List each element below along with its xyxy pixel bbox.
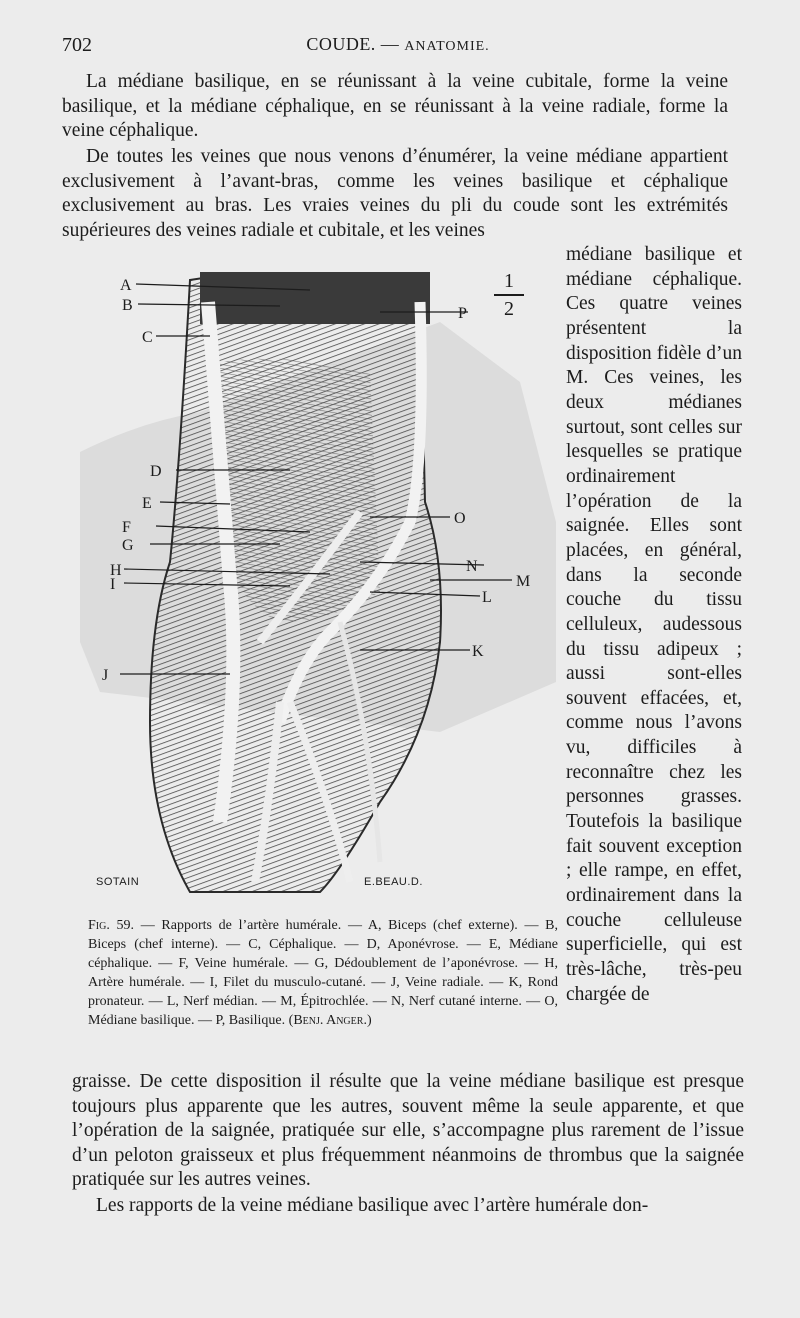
paragraph-1: La médiane basilique, en se réunissant à la veine cubitale, forme la veine basilique, et la médiane céphalique, en se réunissant à la veine radiale, forme la veine céphalique. (62, 71, 728, 142)
aponeurosis-region (220, 359, 380, 622)
label-E: E (142, 495, 152, 512)
label-I: I (110, 576, 116, 593)
running-head (62, 34, 734, 55)
label-F: F (122, 519, 131, 536)
running-head-sub: ANATOMIE. (404, 39, 490, 54)
running-head-main: COUDE. — (306, 34, 400, 54)
paragraph-3: graisse. De cette disposition il résulte que la veine médiane basilique est presque toujours plus apparente que les autres, souvent même la seule apparente, et que l’opération de la saignée, pratiquée sur elle, s’accompagne plus rarement de l’issue d’un peloton graisseux et plus fréquemment néanmoins de thrombus que la saignée pratiquée sur les autres veines. (72, 1071, 744, 1191)
paragraph-4: Les rapports de la veine médiane basilique avec l’artère humérale don- (96, 1195, 649, 1216)
figure-caption (88, 916, 558, 1030)
side-column-text: médiane basilique et médiane céphalique. Ces quatre veines présentent la disposition fidèle d’un M. Ces veines, les deux médianes surtout, sont celles sur lesquelles se pratique ordinairement l’opération de la saignée. Elles sont placées, en général, dans la seconde couche du tissu celluleux, audessous du tissu adipeux ; aussi sont-elles souvent effacées, et, comme nous l’avons vu, difficiles à reconnaître chez les personnes grasses. Toutefois la basilique fait souvent exception ; elle rampe, en effet, ordinairement dans la couche celluleuse superficielle, qui est très-lâche, très-peu chargée de (566, 244, 742, 1005)
label-M: M (516, 573, 531, 590)
engraver-credit-left: SOTAIN (96, 876, 140, 888)
label-N: N (466, 558, 478, 575)
label-G: G (122, 537, 134, 554)
page-header (62, 34, 734, 60)
engraver-credit-right: E.BEAU.D. (364, 876, 423, 888)
biceps-cut-section (200, 272, 430, 324)
label-B: B (122, 297, 133, 314)
label-D: D (150, 463, 162, 480)
caption-figure-number: Fig. 59. (88, 918, 135, 933)
caption-body: — Rapports de l’artère humérale. — A, Biceps (chef externe). — B, Biceps (chef interne). — C, Céphalique. — D, Aponévrose. — E, Médiane céphalique. — F, Veine humérale. — G, Dédoublement de l’aponévrose. — H, Artère humérale. — I, Filet du musculo-cutané. — J, Veine radiale. — K, Rond pronateur. — L, Nerf médian. — M, Épitrochlée. — N, Nerf cutané interne. — O, Médiane basilique. — P, Basilique. ( (88, 918, 558, 1028)
anatomical-figure (80, 262, 556, 902)
label-P: P (458, 305, 467, 322)
label-C: C (142, 329, 153, 346)
label-H: H (110, 562, 122, 579)
paragraph-2: De toutes les veines que nous venons d’énumérer, la veine médiane appartient exclusivement à l’avant-bras, comme les veines basilique et céphalique exclusivement au bras. Les vraies veines du pli du coude sont les extrémités supérieures des veines radiale et cubitale, et les veines (62, 146, 728, 241)
elbow-dissection-engraving (80, 262, 556, 902)
caption-end: .) (363, 1013, 372, 1028)
scale-numerator: 1 (504, 270, 514, 292)
label-A: A (120, 277, 132, 294)
caption-author: Benj. Anger (293, 1013, 364, 1028)
label-J: J (102, 667, 109, 684)
label-K: K (472, 643, 484, 660)
label-L: L (482, 589, 492, 606)
scale-denominator: 2 (504, 298, 514, 320)
page-number: 702 (62, 34, 92, 56)
label-O: O (454, 510, 466, 527)
